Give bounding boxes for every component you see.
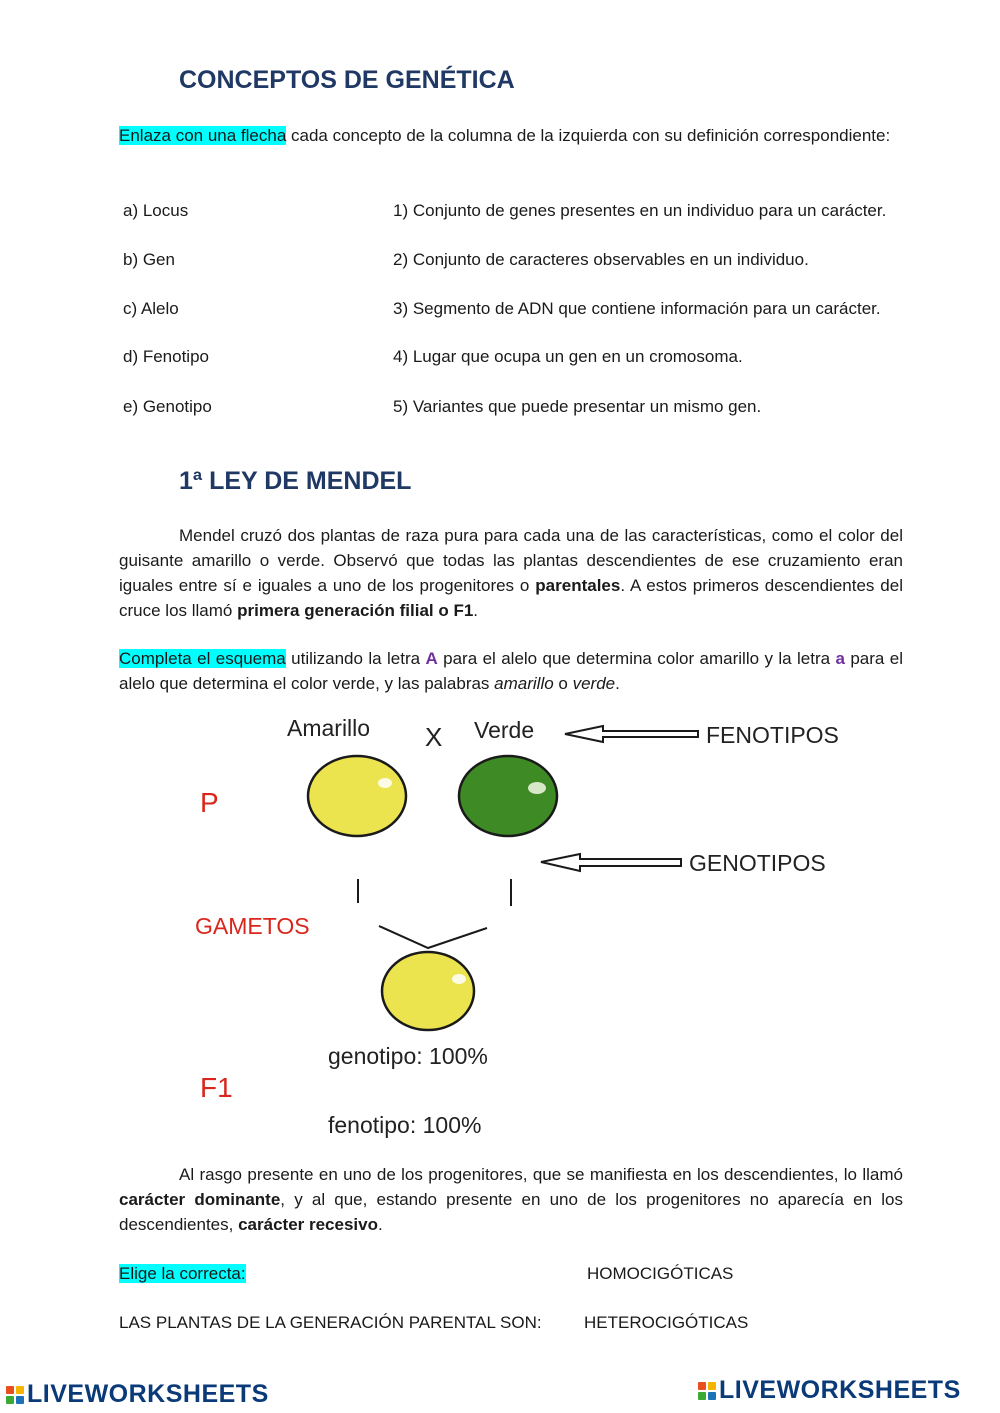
green-pea-parent bbox=[459, 756, 557, 836]
concept-gen[interactable]: b) Gen bbox=[123, 250, 175, 269]
label-gametos: GAMETOS bbox=[195, 913, 310, 939]
section-title-conceptos: CONCEPTOS DE GENÉTICA bbox=[179, 66, 515, 94]
fenotipos-arrow-icon bbox=[565, 726, 698, 742]
label-fenotipo-percent: fenotipo: 100% bbox=[328, 1112, 482, 1138]
concept-fenotipo[interactable]: d) Fenotipo bbox=[123, 347, 209, 366]
label-cross-x: X bbox=[425, 722, 443, 752]
concept-locus[interactable]: a) Locus bbox=[123, 201, 189, 220]
label-amarillo: Amarillo bbox=[287, 715, 371, 741]
definition-5[interactable]: 5) Variantes que puede presentar un mismo gen. bbox=[393, 397, 762, 416]
yellow-pea-shine bbox=[378, 778, 392, 788]
liveworksheets-logo-left: LIVEWORKSHEETS bbox=[6, 1380, 269, 1409]
liveworksheets-mark-icon bbox=[6, 1386, 24, 1404]
instruction-elige: Elige la correcta: bbox=[119, 1264, 246, 1283]
paragraph-dominante-recesivo: Al rasgo presente en uno de los progenitores, que se manifiesta en los descendientes, lo llamó carácter dominante, y al que, estando presente en uno de los progenitores no aparecía en los descendientes, carácter recesivo. bbox=[119, 1165, 903, 1234]
liveworksheets-mark-icon bbox=[698, 1382, 716, 1400]
definition-2[interactable]: 2) Conjunto de caracteres observables en un individuo. bbox=[393, 250, 809, 269]
instruction-completa: Completa el esquema utilizando la letra A para el alelo que determina color amarillo y la letra a para el alelo que determina el color verde, y las palabras amarillo o verde. bbox=[119, 649, 903, 693]
definition-1[interactable]: 1) Conjunto de genes presentes en un individuo para un carácter. bbox=[393, 201, 887, 220]
concept-alelo[interactable]: c) Alelo bbox=[123, 299, 179, 318]
yellow-pea-parent bbox=[308, 756, 406, 836]
concept-genotipo[interactable]: e) Genotipo bbox=[123, 397, 212, 416]
instruction-highlight-completa: Completa el esquema bbox=[119, 649, 286, 668]
label-verde: Verde bbox=[474, 717, 535, 743]
label-f1: F1 bbox=[200, 1072, 233, 1103]
label-genotipos: GENOTIPOS bbox=[689, 850, 826, 876]
green-pea-shine bbox=[528, 782, 546, 794]
f1-pea-shine bbox=[452, 974, 466, 984]
label-p: P bbox=[200, 787, 219, 818]
genotipos-arrow-icon bbox=[541, 854, 681, 871]
instruction-highlight: Enlaza con una flecha bbox=[119, 126, 287, 145]
yellow-pea-f1 bbox=[382, 952, 474, 1030]
option-homocigoticas[interactable]: HOMOCIGÓTICAS bbox=[587, 1264, 734, 1283]
statement-parental: LAS PLANTAS DE LA GENERACIÓN PARENTAL SON: bbox=[119, 1313, 542, 1332]
definition-4[interactable]: 4) Lugar que ocupa un gen en un cromosoma. bbox=[393, 347, 743, 366]
definition-3[interactable]: 3) Segmento de ADN que contiene información para un carácter. bbox=[393, 299, 881, 318]
instruction-enlaza: Enlaza con una flecha cada concepto de la columna de la izquierda con su definición correspondiente: bbox=[119, 126, 891, 145]
paragraph-mendel-cross: Mendel cruzó dos plantas de raza pura para cada una de las características, como el color del guisante amarillo o verde. Observó que todas las plantas descendientes de ese cruzamiento eran iguales entre sí e iguales a uno de los progenitores o parentales. A estos primeros descendientes del cruce los llamó primera generación filial o F1. bbox=[119, 526, 903, 620]
liveworksheets-logo-right: LIVEWORKSHEETS bbox=[698, 1376, 961, 1405]
label-fenotipos: FENOTIPOS bbox=[706, 722, 839, 748]
option-heterocigoticas[interactable]: HETEROCIGÓTICAS bbox=[584, 1313, 749, 1332]
cross-join-lines bbox=[379, 926, 487, 948]
label-genotipo-percent: genotipo: 100% bbox=[328, 1043, 488, 1069]
section-title-mendel: 1ª LEY DE MENDEL bbox=[179, 467, 412, 495]
